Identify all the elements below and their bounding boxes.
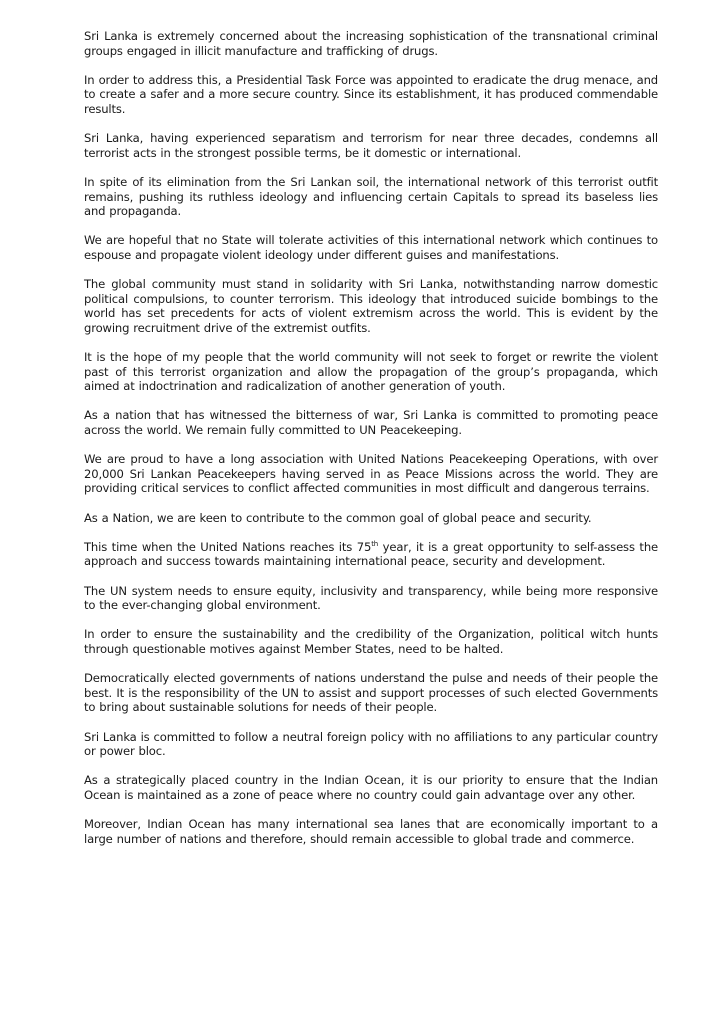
document-page	[84, 29, 658, 861]
paragraph-drug-trafficking: Sri Lanka is extremely concerned about the increasing sophistication of the transnational criminal groups engaged in illicit manufacture and trafficking of drugs.	[84, 29, 658, 58]
anniversary-text-after: year, it is a great opportunity to self-assess the approach and success towards maintaining international peace, security and development.	[84, 539, 658, 569]
paragraph-neutral-foreign-policy: Sri Lanka is committed to follow a neutral foreign policy with no affiliations to any particular country or power bloc.	[84, 729, 658, 759]
paragraph-hope-of-people: It is the hope of my people that the world community will not seek to forget or rewrite the violent past of this terrorist organization and allow the propagation of the group’s propaganda, which aimed at indoctrination and radicalization of another generation of youth.	[84, 350, 658, 394]
ordinal-superscript: th	[371, 539, 379, 548]
paragraph-zone-of-peace: As a strategically placed country in the Indian Ocean, it is our priority to ensure that the Indian Ocean is maintained as a zone of peace where no country could gain advantage over any other.	[84, 773, 658, 802]
paragraph-condemns-terrorism: Sri Lanka, having experienced separatism and terrorism for near three decades, condemns all terrorist acts in the strongest possible terms, be it domestic or international.	[84, 131, 658, 160]
paragraph-hopeful-no-state: We are hopeful that no State will tolerate activities of this international network which continues to espouse and propagate violent ideology under different guises and manifestations.	[84, 233, 658, 262]
paragraph-common-goal: As a Nation, we are keen to contribute to the common goal of global peace and security.	[84, 510, 592, 525]
anniversary-text-before: This time when the United Nations reaches its 75	[84, 539, 372, 554]
paragraph-sea-lanes: Moreover, Indian Ocean has many international sea lanes that are economically important to a large number of nations and therefore, should remain accessible to global trade and commerce.	[84, 817, 658, 846]
paragraph-international-network: In spite of its elimination from the Sri Lankan soil, the international network of this terrorist outfit remains, pushing its ruthless ideology and influencing certain Capitals to spread its baseless lies and propaganda.	[84, 174, 658, 219]
paragraph-presidential-task-force: In order to address this, a Presidential Task Force was appointed to eradicate the drug menace, and to create a safer and a more secure country. Since its establishment, it has produced commendable results.	[84, 72, 658, 116]
paragraph-elected-governments: Democratically elected governments of nations understand the pulse and needs of their people the best. It is the responsibility of the UN to assist and support processes of such elected Governments to bring about sustainable solutions for needs of their people.	[84, 671, 658, 715]
paragraph-global-solidarity: The global community must stand in solidarity with Sri Lanka, notwithstanding narrow domestic political compulsions, to counter terrorism. This ideology that introduced suicide bombings to the world has set precedents for acts of violent extremism across the world. This is evident by the growing recruitment drive of the extremist outfits.	[84, 277, 658, 335]
paragraph-un-system-equity: The UN system needs to ensure equity, inclusivity and transparency, while being more responsive to the ever-changing global environment.	[84, 583, 658, 613]
paragraph-un-75th-year	[84, 540, 658, 569]
paragraph-sustainability-credibility: In order to ensure the sustainability and the credibility of the Organization, political witch hunts through questionable motives against Member States, need to be halted.	[84, 627, 658, 656]
paragraph-committed-to-peace: As a nation that has witnessed the bitterness of war, Sri Lanka is committed to promoting peace across the world. We remain fully committed to UN Peacekeeping.	[84, 408, 658, 438]
paragraph-peacekeeping-operations: We are proud to have a long association with United Nations Peacekeeping Operations, with over 20,000 Sri Lankan Peacekeepers having served in as Peace Missions across the world. They are providing critical services to conflict affected communities in most difficult and dangerous terrains.	[84, 452, 658, 496]
